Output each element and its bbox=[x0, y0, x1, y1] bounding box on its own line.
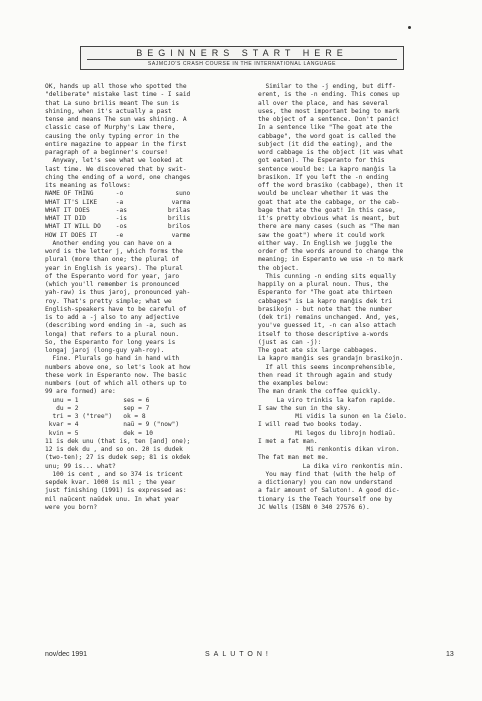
text-line: longa) that refers to a plural noun. bbox=[45, 330, 180, 338]
text-line: itself to those descriptive a-words bbox=[258, 330, 389, 338]
text-line: I met a fat man. bbox=[258, 437, 318, 445]
text-line: sentence would be: La kapro manĝis la bbox=[258, 165, 396, 173]
text-line: entire magazine to appear in the first bbox=[45, 140, 187, 148]
text-line: WHAT IT'S LIKE -a varma bbox=[45, 198, 191, 206]
text-line: happily on a plural noun. Thus, the bbox=[258, 281, 389, 288]
text-line: causing the only typing error in the bbox=[45, 132, 180, 140]
text-line: ching the ending of a word, one changes bbox=[45, 173, 191, 181]
text-line: that La suno brilis meant The sun is bbox=[45, 99, 180, 107]
text-line: Anyway, let's see what we looked at bbox=[45, 157, 183, 165]
text-line: sepdek kvar. 1000 is mil ; the year bbox=[45, 479, 176, 486]
text-line: the object of a sentence. Don't panic! bbox=[258, 116, 400, 123]
text-line: shining, when it's actually a past bbox=[45, 107, 172, 115]
text-line: meaning; in Esperanto we use -n to mark bbox=[258, 256, 404, 264]
text-line: OK, hands up all those who spotted the bbox=[45, 83, 187, 90]
text-line: brasikojn - but note that the number bbox=[258, 305, 393, 313]
text-line: got eaten). The Esperanto for this bbox=[258, 157, 385, 165]
text-line: I saw the sun in the sky. bbox=[258, 404, 352, 412]
text-line: roy. That's pretty simple; what we bbox=[45, 297, 172, 305]
text-line: Similar to the -j ending, but diff- bbox=[258, 83, 396, 90]
text-line: goat that ate the cabbage, or the cab- bbox=[258, 198, 400, 206]
text-line: numbers above one, so let's look at how bbox=[45, 363, 191, 371]
text-line: You may find that (with the help of bbox=[258, 470, 396, 478]
text-line: English-speakers have to be careful of bbox=[45, 305, 187, 313]
text-line: there are many cases (such as "The man bbox=[258, 223, 400, 231]
text-line: word is the letter j, which forms the bbox=[45, 248, 183, 255]
text-line: classic case of Murphy's Law there, bbox=[45, 124, 176, 132]
text-line: last time. We discovered that by swit- bbox=[45, 165, 187, 173]
section-banner bbox=[80, 46, 404, 70]
text-line: tense and means The sun was shining. A bbox=[45, 116, 187, 123]
text-line: longaj jaroj (long-guy yah-roy). bbox=[45, 347, 165, 354]
text-line: (two-ten); 27 is dudek sep; 81 is okdek bbox=[45, 454, 191, 462]
text-line: In a sentence like "The goat ate the bbox=[258, 124, 393, 132]
text-line: I will read two books today. bbox=[258, 421, 363, 429]
text-line: So, the Esperanto for long years is bbox=[45, 338, 176, 346]
text-line: NAME OF THING -o suno bbox=[45, 190, 191, 198]
text-line: unu; 99 is... what? bbox=[45, 462, 116, 470]
text-line: tri = 3 ("tree") ok = 8 bbox=[45, 413, 146, 420]
text-line: all over the place, and has several bbox=[258, 99, 389, 107]
text-line: Mi legos du librojn hodiaŭ. bbox=[258, 429, 396, 437]
text-line: WHAT IT WILL DO -os brilos bbox=[45, 223, 191, 231]
text-line: either way. In English we juggle the bbox=[258, 239, 393, 247]
text-line: (just as can -j): bbox=[258, 338, 322, 346]
text-line: tionary is the Teach Yourself one by bbox=[258, 495, 393, 503]
text-line: La viro trinkis la kafon rapide. bbox=[258, 396, 396, 404]
text-line: La dika viro renkontis min. bbox=[258, 462, 404, 470]
text-line: The man drank the coffee quickly. bbox=[258, 388, 381, 396]
banner-subtitle: SAJMCJO'S CRASH COURSE IN THE INTERNATIONAL LANGUAGE bbox=[87, 59, 397, 68]
text-line: The goat ate six large cabbages. bbox=[258, 347, 378, 354]
right-text-column bbox=[258, 83, 465, 512]
text-line: yah-raw) is thus jaroj, pronounced yah- bbox=[45, 289, 191, 297]
text-line: would be unclear whether it was the bbox=[258, 190, 389, 198]
text-line: off the word brasiko (cabbage), then it bbox=[258, 182, 404, 189]
text-line: (dek tri) remains unchanged. And, yes, bbox=[258, 314, 400, 321]
page-number: 13 bbox=[446, 651, 454, 658]
text-line: La kapro manĝis ses grandajn brasikojn. bbox=[258, 355, 404, 363]
ink-speck bbox=[408, 26, 411, 29]
text-line: plural (more than one; the plural of bbox=[45, 256, 180, 264]
text-line: saw the goat") where it could work bbox=[258, 231, 385, 239]
text-line: HOW IT DOES IT -e varme bbox=[45, 231, 191, 239]
text-line: kvin = 5 dek = 10 bbox=[45, 429, 154, 437]
text-line: du = 2 sep = 7 bbox=[45, 404, 150, 412]
text-line: Fine. Plurals go hand in hand with bbox=[45, 355, 180, 363]
text-line: Another ending you can have on a bbox=[45, 239, 172, 247]
banner-title: BEGINNERS START HERE bbox=[136, 48, 348, 58]
text-line: 99 are formed) are: bbox=[45, 388, 116, 396]
text-line: order of the words around to change the bbox=[258, 248, 404, 255]
issue-date: nov/dec 1991 bbox=[45, 651, 88, 658]
text-line: unu = 1 ses = 6 bbox=[45, 396, 150, 404]
text-line: cabbages" is La kapro manĝis dek tri bbox=[258, 297, 393, 305]
text-line: mil naŭcent naŭdek unu. In what year bbox=[45, 495, 180, 503]
text-line: erent, is the -n ending. This comes up bbox=[258, 91, 400, 99]
text-line: these work in Esperanto now. The basic bbox=[45, 371, 187, 379]
text-line: its meaning as follows: bbox=[45, 182, 131, 189]
text-line: it's pretty obvious what is meant, but bbox=[258, 215, 400, 222]
text-line: the object. bbox=[258, 264, 299, 272]
text-line: a dictionary) you can now understand bbox=[258, 479, 393, 486]
text-line: subject (it did the eating), and the bbox=[258, 140, 393, 148]
text-line: (describing word ending in -a, such as bbox=[45, 322, 187, 330]
text-line: brasikon. If you left the -n ending bbox=[258, 173, 389, 181]
text-line: numbers (out of which all others up to bbox=[45, 380, 187, 387]
text-line: Mi renkontis dikan viron. bbox=[258, 446, 400, 453]
text-line: paragraph of a beginner's course! bbox=[45, 149, 168, 156]
text-line: you've guessed it, -n can also attach bbox=[258, 322, 396, 330]
text-line: This cunning -n ending sits equally bbox=[258, 272, 396, 280]
text-line: were you born? bbox=[45, 503, 98, 511]
left-text-column bbox=[45, 83, 250, 512]
text-line: bage that ate the goat! In this case, bbox=[258, 206, 396, 214]
text-line: (which you'll remember is pronounced bbox=[45, 281, 180, 288]
text-line: WHAT IT DOES -as brilas bbox=[45, 206, 191, 214]
text-line: "deliberate" mistake last time - I said bbox=[45, 91, 191, 99]
text-line: Mi vidis la sunon en la ĉielo. bbox=[258, 413, 408, 420]
text-line: the examples below: bbox=[258, 380, 329, 387]
text-line: just finishing (1991) is expressed as: bbox=[45, 487, 187, 495]
text-line: uses, the most important being to mark bbox=[258, 107, 400, 115]
text-line: a fair amount of Saluton!. A good dic- bbox=[258, 487, 400, 495]
text-line: If all this seems incomprehensible, bbox=[258, 363, 396, 371]
text-line: then read it through again and study bbox=[258, 371, 393, 379]
text-line: Esperanto for "The goat ate thirteen bbox=[258, 289, 393, 297]
text-line: 11 is dek unu (that is, ten [and] one); bbox=[45, 437, 191, 445]
text-line: word cabbage is the object (it was what bbox=[258, 149, 404, 156]
text-line: year in English is years). The plural bbox=[45, 264, 183, 272]
text-line: 12 is dek du , and so on. 20 is dudek bbox=[45, 446, 183, 453]
text-line: is to add a -j also to any adjective bbox=[45, 314, 180, 321]
magazine-name: SALUTON! bbox=[205, 651, 272, 658]
text-line: kvar = 4 naŭ = 9 ("now") bbox=[45, 421, 180, 429]
text-line: WHAT IT DID -is brilis bbox=[45, 215, 191, 222]
text-line: of the Esperanto word for year, jaro bbox=[45, 272, 180, 280]
text-line: cabbage", the word goat is called the bbox=[258, 132, 396, 140]
text-line: The fat man met me. bbox=[258, 454, 329, 462]
text-line: 100 is cent , and so 374 is tricent bbox=[45, 470, 183, 478]
text-line: JC Wells (ISBN 0 340 27576 6). bbox=[258, 503, 370, 511]
